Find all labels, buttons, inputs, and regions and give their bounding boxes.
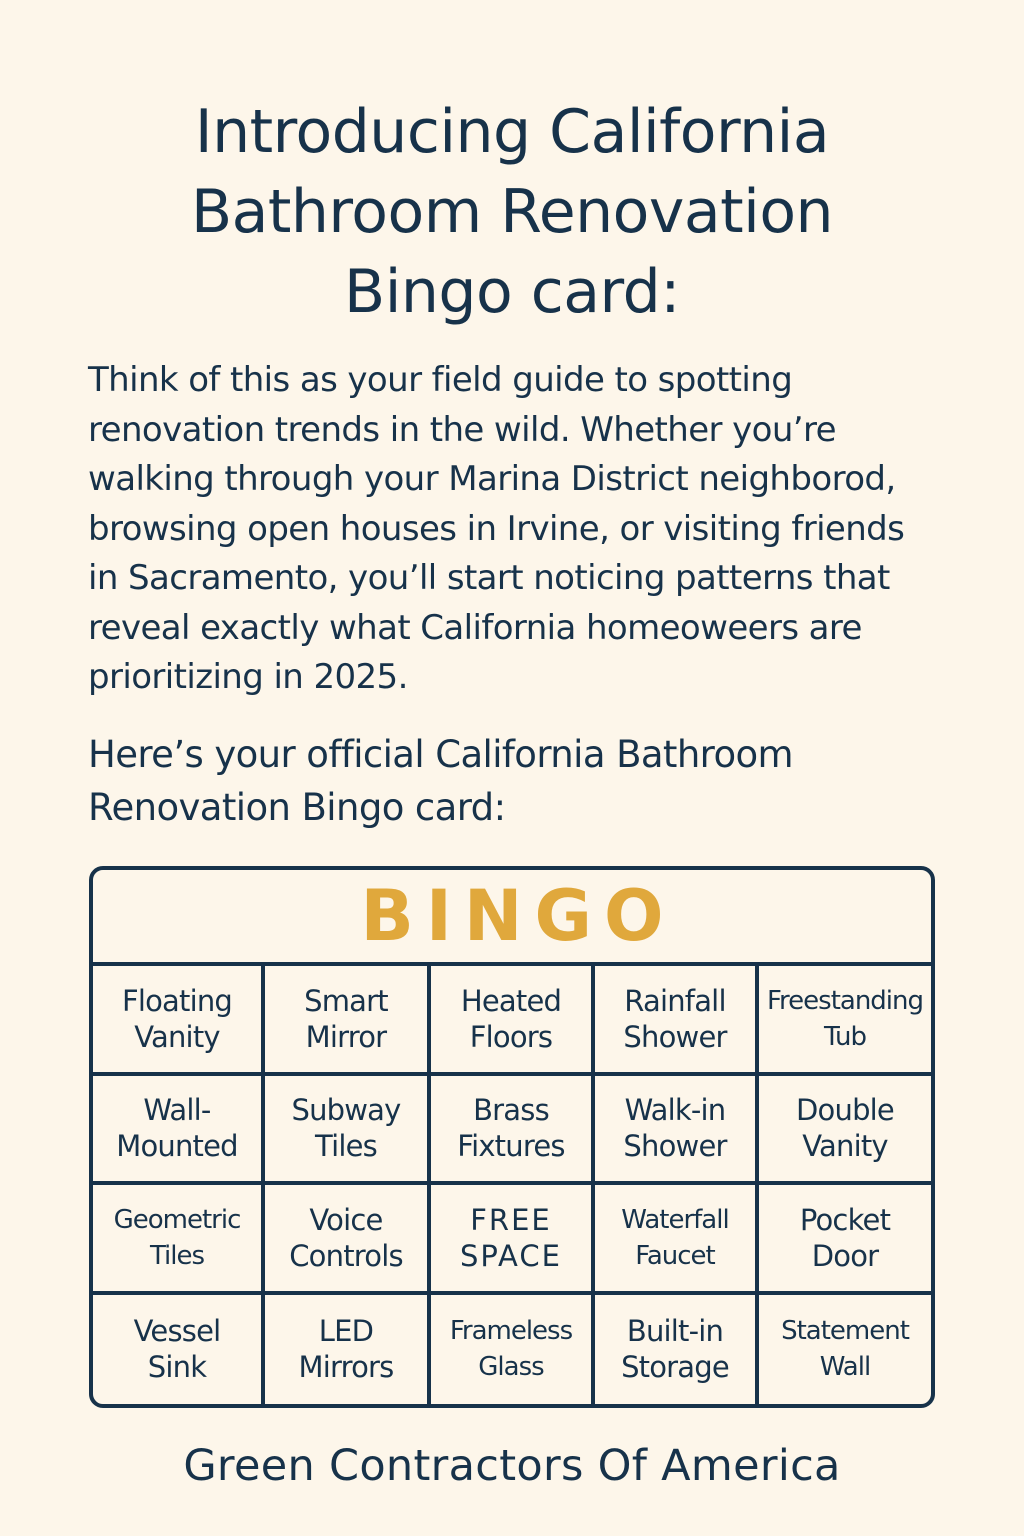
intro-line: browsing open houses in Irvine, or visiting friends [88, 508, 905, 549]
intro-line: walking through your Marina District neighborod, [88, 459, 896, 499]
cell-text: Heated [460, 983, 562, 1018]
cell-text: Pocket [799, 1202, 891, 1237]
bingo-cell [431, 966, 595, 1076]
title-line: Introducing California [194, 97, 830, 167]
cell-text: Waterfall [621, 1204, 729, 1235]
subheading-line: Renovation Bingo card: [88, 786, 506, 829]
cell-text: Door [811, 1238, 879, 1273]
bingo-cell [265, 1185, 431, 1295]
cell-text: Brass [473, 1093, 549, 1128]
cell-text: Mounted [116, 1129, 238, 1164]
cell-text: Vanity [802, 1129, 888, 1164]
cell-text: Tiles [149, 1240, 205, 1271]
bingo-cell [595, 966, 759, 1076]
bingo-grid [93, 966, 931, 1404]
bingo-cell [595, 1076, 759, 1186]
bingo-cell [265, 966, 431, 1076]
cell-text: Statement [781, 1316, 909, 1347]
cell-text: Floating [121, 983, 233, 1018]
footer-brand: Green Contractors Of America [183, 1441, 841, 1491]
cell-text: Walk-in [624, 1093, 726, 1128]
cell-text: LED [318, 1314, 374, 1349]
intro-line: in Sacramento, you’ll start noticing patterns that [88, 558, 890, 598]
bingo-cell [595, 1295, 759, 1405]
cell-text: Smart [304, 983, 388, 1018]
cell-text: Built-in [626, 1314, 724, 1349]
bingo-cell [93, 1076, 265, 1186]
cell-text: Vanity [134, 1019, 220, 1054]
cell-text: Glass [478, 1352, 544, 1383]
cell-text: Wall- [143, 1093, 211, 1128]
cell-text: Shower [623, 1129, 727, 1164]
bingo-title: BINGO [360, 875, 676, 957]
cell-text: Frameless [449, 1316, 573, 1347]
intro-line: renovation trends in the wild. Whether you’re [88, 409, 836, 450]
cell-text: Voice [309, 1202, 383, 1237]
bingo-cell [93, 1295, 265, 1405]
cell-text: Tub [824, 1021, 866, 1052]
cell-text: Floors [469, 1019, 553, 1054]
bingo-free-space [431, 1185, 595, 1295]
bingo-cell [759, 1076, 931, 1186]
cell-text: Rainfall [624, 983, 726, 1018]
cell-text: SPACE [460, 1238, 562, 1273]
bingo-cell [759, 966, 931, 1076]
cell-text: Double [796, 1093, 894, 1128]
cell-text: Faucet [635, 1240, 715, 1271]
cell-text: Tiles [315, 1129, 377, 1164]
title-line: Bingo card: [344, 257, 680, 327]
bingo-subheading [88, 728, 948, 834]
cell-text: Storage [621, 1350, 729, 1385]
cell-text: Shower [623, 1019, 727, 1054]
bingo-cell [265, 1076, 431, 1186]
cell-text: Sink [147, 1350, 207, 1385]
cell-text: Wall [819, 1352, 871, 1383]
intro-line: reveal exactly what California homeoweers are [88, 607, 862, 648]
bingo-cell [265, 1295, 431, 1405]
bingo-card-header [93, 870, 931, 966]
cell-text: Mirrors [298, 1350, 394, 1385]
intro-paragraph [88, 356, 958, 703]
cell-text: Subway [291, 1093, 401, 1128]
bingo-cell [93, 1185, 265, 1295]
cell-text: Fixtures [457, 1129, 565, 1164]
cell-text: Geometric [113, 1204, 241, 1235]
bingo-cell [759, 1185, 931, 1295]
bingo-cell [431, 1295, 595, 1405]
cell-text: Controls [289, 1238, 403, 1273]
page-title [80, 92, 944, 332]
title-line: Bathroom Renovation [190, 177, 834, 247]
bingo-cell [595, 1185, 759, 1295]
bingo-cell [93, 966, 265, 1076]
bingo-cell [759, 1295, 931, 1405]
bingo-cell [431, 1076, 595, 1186]
cell-text: Mirror [305, 1019, 387, 1054]
cell-text: Freestanding [766, 985, 924, 1016]
intro-line: prioritizing in 2025. [88, 657, 408, 697]
intro-line: Think of this as your field guide to spotting [88, 360, 793, 400]
bingo-card [89, 866, 935, 1408]
subheading-line: Here’s your official California Bathroom [88, 733, 793, 776]
cell-text: Vessel [133, 1314, 221, 1349]
cell-text: FREE [470, 1202, 552, 1237]
